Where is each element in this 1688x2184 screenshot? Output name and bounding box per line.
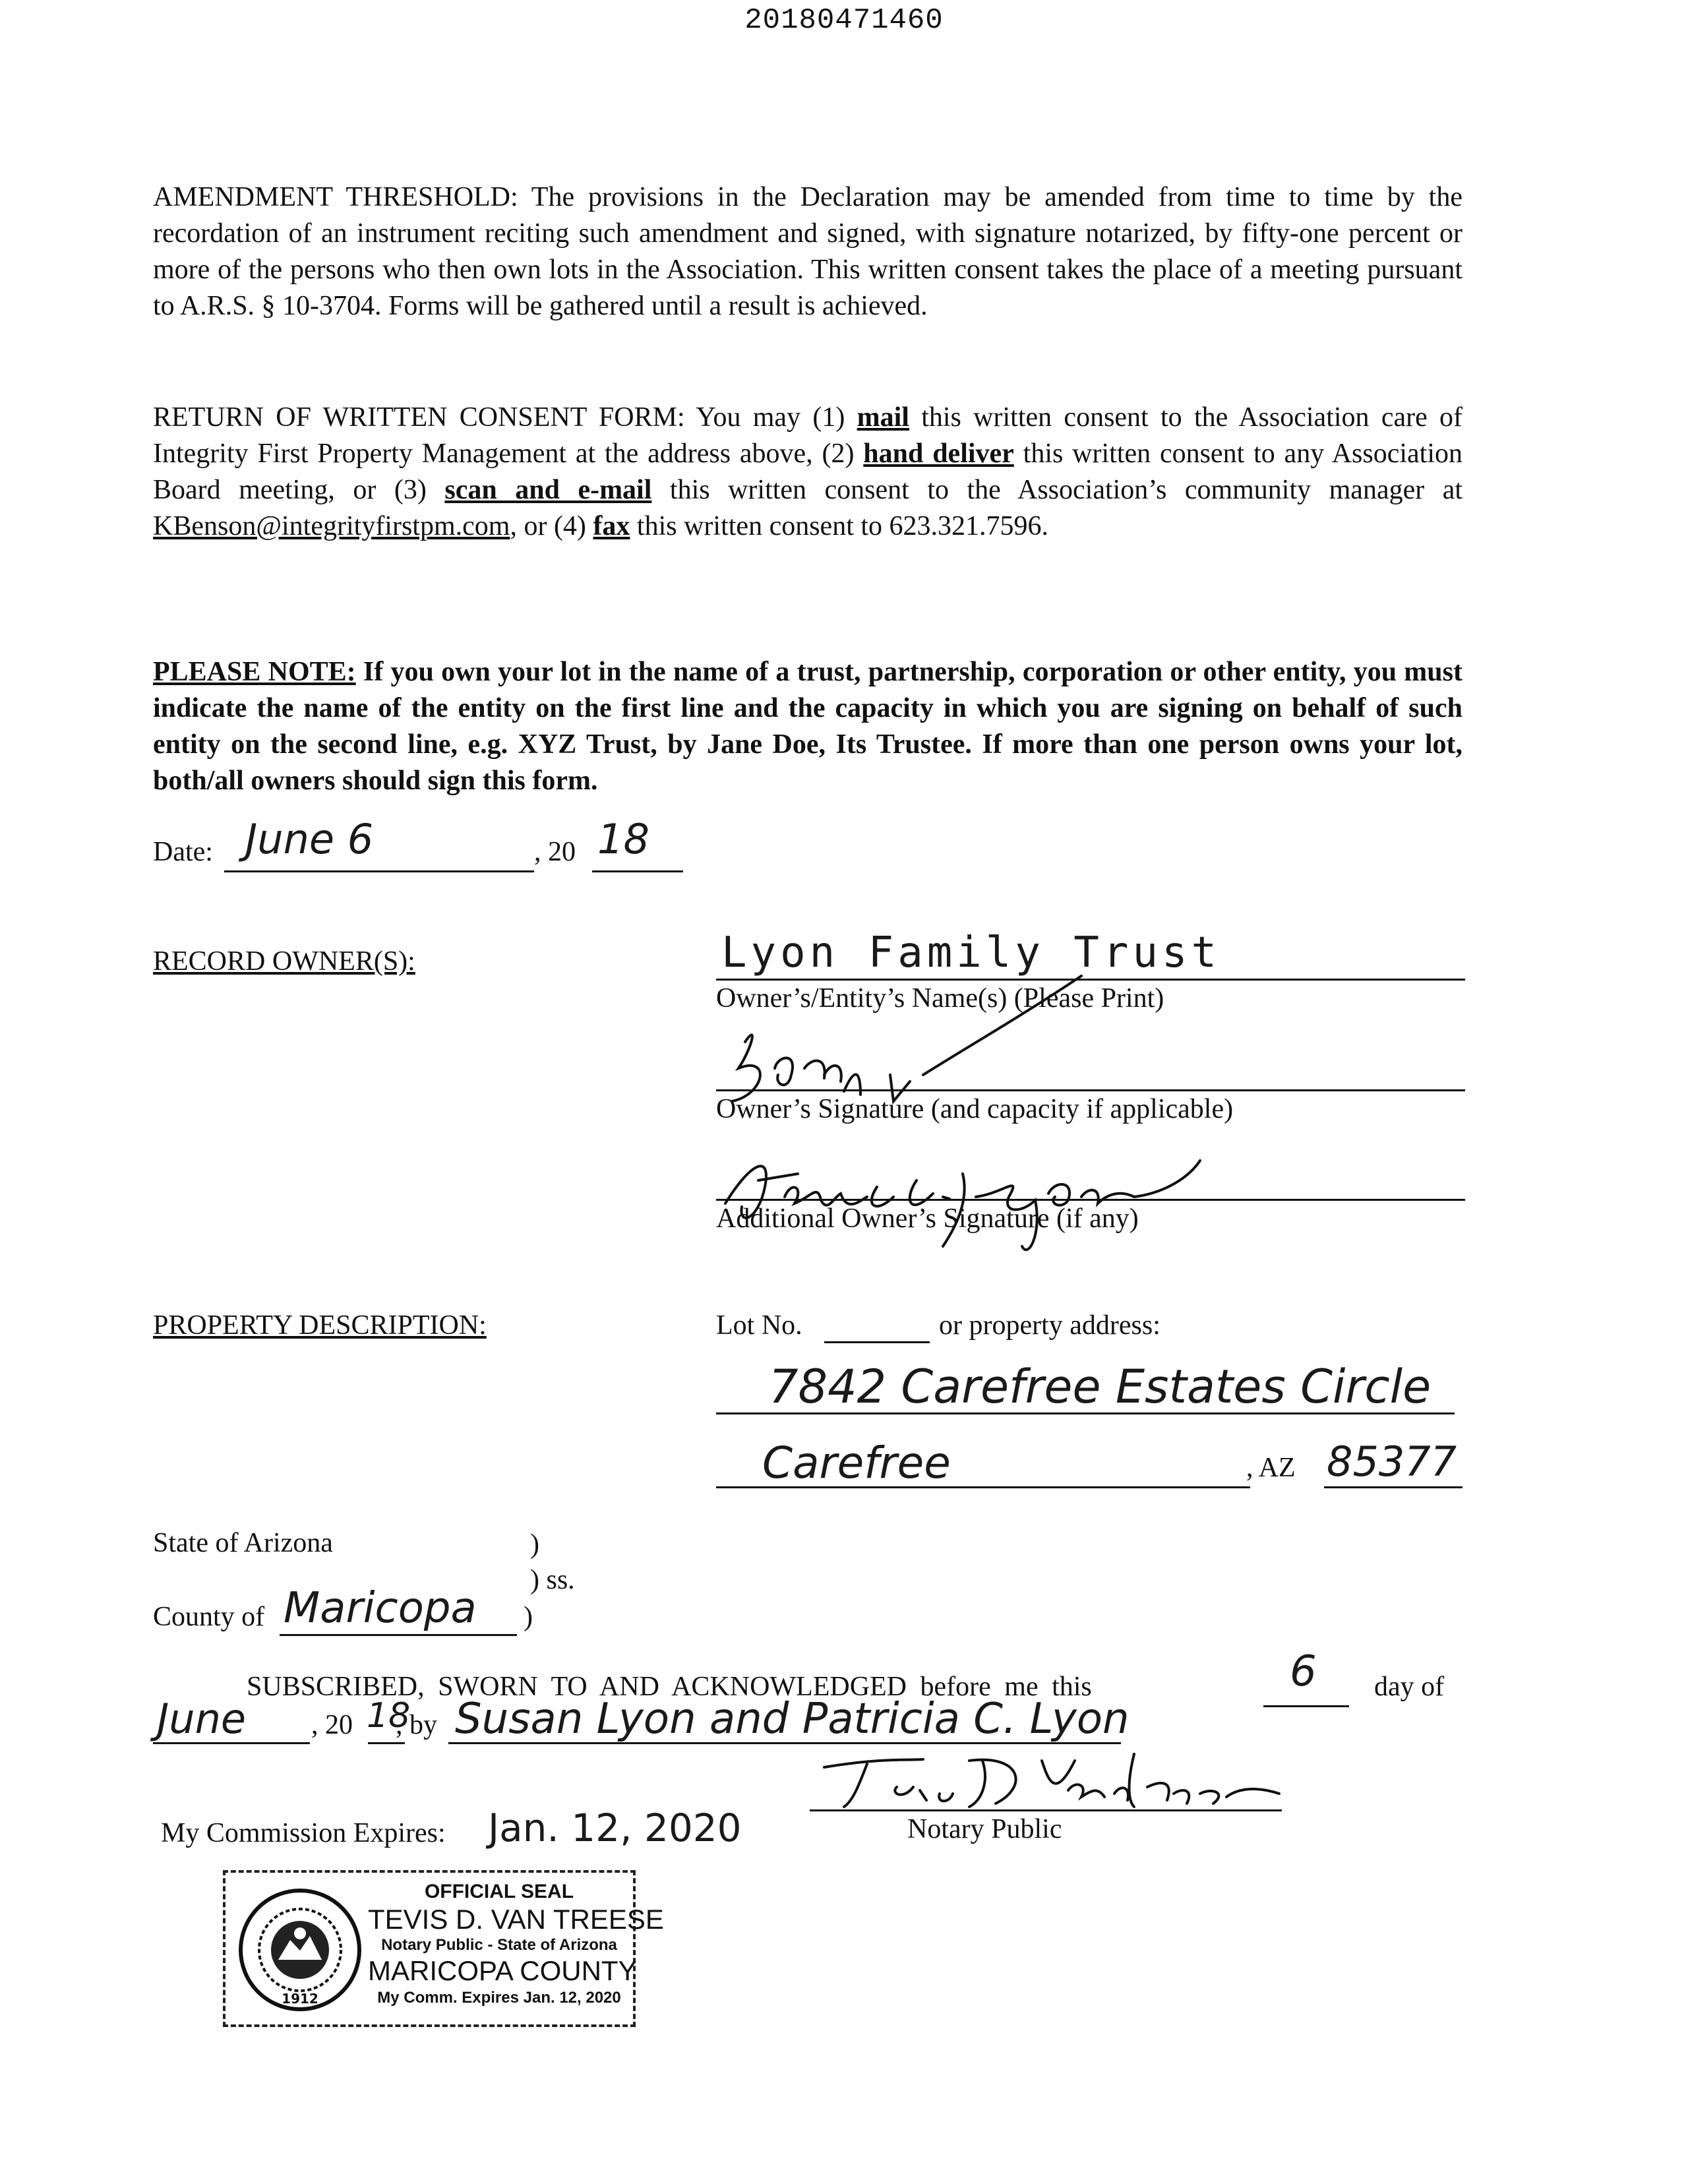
mail-emphasis: mail <box>857 402 909 433</box>
please-note-label: PLEASE NOTE: <box>153 657 356 687</box>
return-text-4: this written consent to the Association’s community manager at <box>651 475 1463 505</box>
additional-owner-signature <box>712 1134 1213 1266</box>
return-form-paragraph <box>153 400 1462 545</box>
seal-line-notary: Notary Public - State of Arizona <box>381 1936 617 1954</box>
date-value: June 6 <box>245 815 374 863</box>
additional-signature-caption: Additional Owner’s Signature (if any) <box>716 1203 1139 1234</box>
date-line <box>224 870 534 872</box>
notary-signature <box>804 1741 1292 1820</box>
please-note-text <box>153 654 1462 799</box>
ack-month-value: June <box>157 1695 247 1743</box>
amendment-text: AMENDMENT THRESHOLD: The provisions in the Declaration may be amended from time to time by the recordation of an instrument reciting such amendment and signed, with signature notarized, by fifty-one percent or more of the persons who then own lots in the Association. This written consent takes the place of a meeting pursuant to A.R.S. § 10-3704. Forms will be gathered until a result is achieved. <box>153 182 1462 321</box>
date-year-line <box>592 870 683 872</box>
amendment-threshold-paragraph <box>153 179 1462 324</box>
please-note-body: If you own your lot in the name of a trust, partnership, corporation or other entity, you must indicate the name of the entity on the first line and the capacity in which you are signing on behalf of such entity on the second line, e.g. XYZ Trust, by Jane Doe, Its Trustee. If more than one person owns your lot, both/all owners should sign this form. <box>153 657 1462 796</box>
seal-line-expires: My Comm. Expires Jan. 12, 2020 <box>377 1989 621 2007</box>
venue-paren-3: ) <box>524 1602 533 1632</box>
record-owners-label: RECORD OWNER(S): <box>153 946 415 977</box>
date-year-prefix: , 20 <box>534 837 576 867</box>
return-text-6: this written consent to 623.321.7596. <box>630 511 1049 541</box>
county-line <box>280 1634 517 1636</box>
zip-value: 85377 <box>1327 1438 1457 1486</box>
entity-name-caption: Owner’s/Entity’s Name(s) (Please Print) <box>716 983 1164 1014</box>
county-value: Maricopa <box>284 1584 477 1633</box>
return-form-text <box>153 400 1462 545</box>
ack-names-value: Susan Lyon and Patricia C. Lyon <box>455 1695 1130 1744</box>
acknowledgment-text: SUBSCRIBED, SWORN TO AND ACKNOWLEDGED before me this <box>247 1672 1092 1702</box>
entity-name-value: Lyon Family Trust <box>721 928 1221 977</box>
notary-caption: Notary Public <box>907 1814 1062 1844</box>
state-label: , AZ <box>1246 1453 1296 1483</box>
scan-email-emphasis: scan and e-mail <box>444 475 652 505</box>
seal-line-name: TEVIS D. VAN TREESE <box>368 1904 664 1935</box>
ack-day-value: 6 <box>1290 1647 1317 1696</box>
return-text-5: , or (4) <box>510 511 593 541</box>
please-note-paragraph <box>153 654 1462 799</box>
official-seal-stamp <box>223 1870 664 2027</box>
seal-text-block <box>368 1878 664 2007</box>
venue-ss: ) ss. <box>530 1565 575 1595</box>
date-year: 18 <box>597 815 649 863</box>
return-text-3: this written consent to any Association Board meeting, or (3) <box>153 439 1463 505</box>
seal-line-county: MARICOPA COUNTY <box>368 1955 637 1986</box>
city-value: Carefree <box>762 1438 951 1488</box>
venue-state: State of Arizona <box>153 1528 333 1558</box>
ack-day-line <box>1263 1705 1349 1707</box>
document-number: 20180471460 <box>744 4 944 37</box>
date-label: Date: <box>153 837 213 867</box>
commission-label: My Commission Expires: <box>161 1818 446 1848</box>
hand-deliver-emphasis: hand deliver <box>863 439 1014 469</box>
address-value-1: 7842 Carefree Estates Circle <box>769 1360 1432 1414</box>
ack-by: , by <box>396 1710 437 1740</box>
ack-year-prefix: , 20 <box>311 1710 353 1740</box>
lot-number-label: Lot No. <box>716 1310 802 1341</box>
ack-day-of: day of <box>1374 1672 1445 1702</box>
venue-paren-1: ) <box>530 1529 539 1560</box>
commission-date: Jan. 12, 2020 <box>488 1805 742 1850</box>
property-description-label: PROPERTY DESCRIPTION: <box>153 1310 487 1341</box>
community-manager-email-link[interactable]: KBenson@integrityfirstpm.com <box>153 511 510 541</box>
seal-emblem-year: 1912 <box>282 1991 318 2007</box>
ack-year-value: 18 <box>367 1696 411 1736</box>
fax-emphasis: fax <box>593 511 630 541</box>
lot-number-line <box>824 1341 930 1343</box>
arizona-seal-icon <box>237 1887 363 2013</box>
ack-year-line <box>368 1742 405 1744</box>
zip-line <box>1324 1486 1462 1488</box>
county-label: County of <box>153 1602 265 1632</box>
property-address-label: or property address: <box>939 1310 1160 1341</box>
owner-signature-caption: Owner’s Signature (and capacity if applicable) <box>716 1094 1234 1124</box>
return-text-1: RETURN OF WRITTEN CONSENT FORM: You may (1) <box>153 402 857 433</box>
return-text-2: this written consent to the Association care of Integrity First Property Management at the address above, (2) <box>153 402 1462 469</box>
seal-line-official: OFFICIAL SEAL <box>424 1881 574 1902</box>
